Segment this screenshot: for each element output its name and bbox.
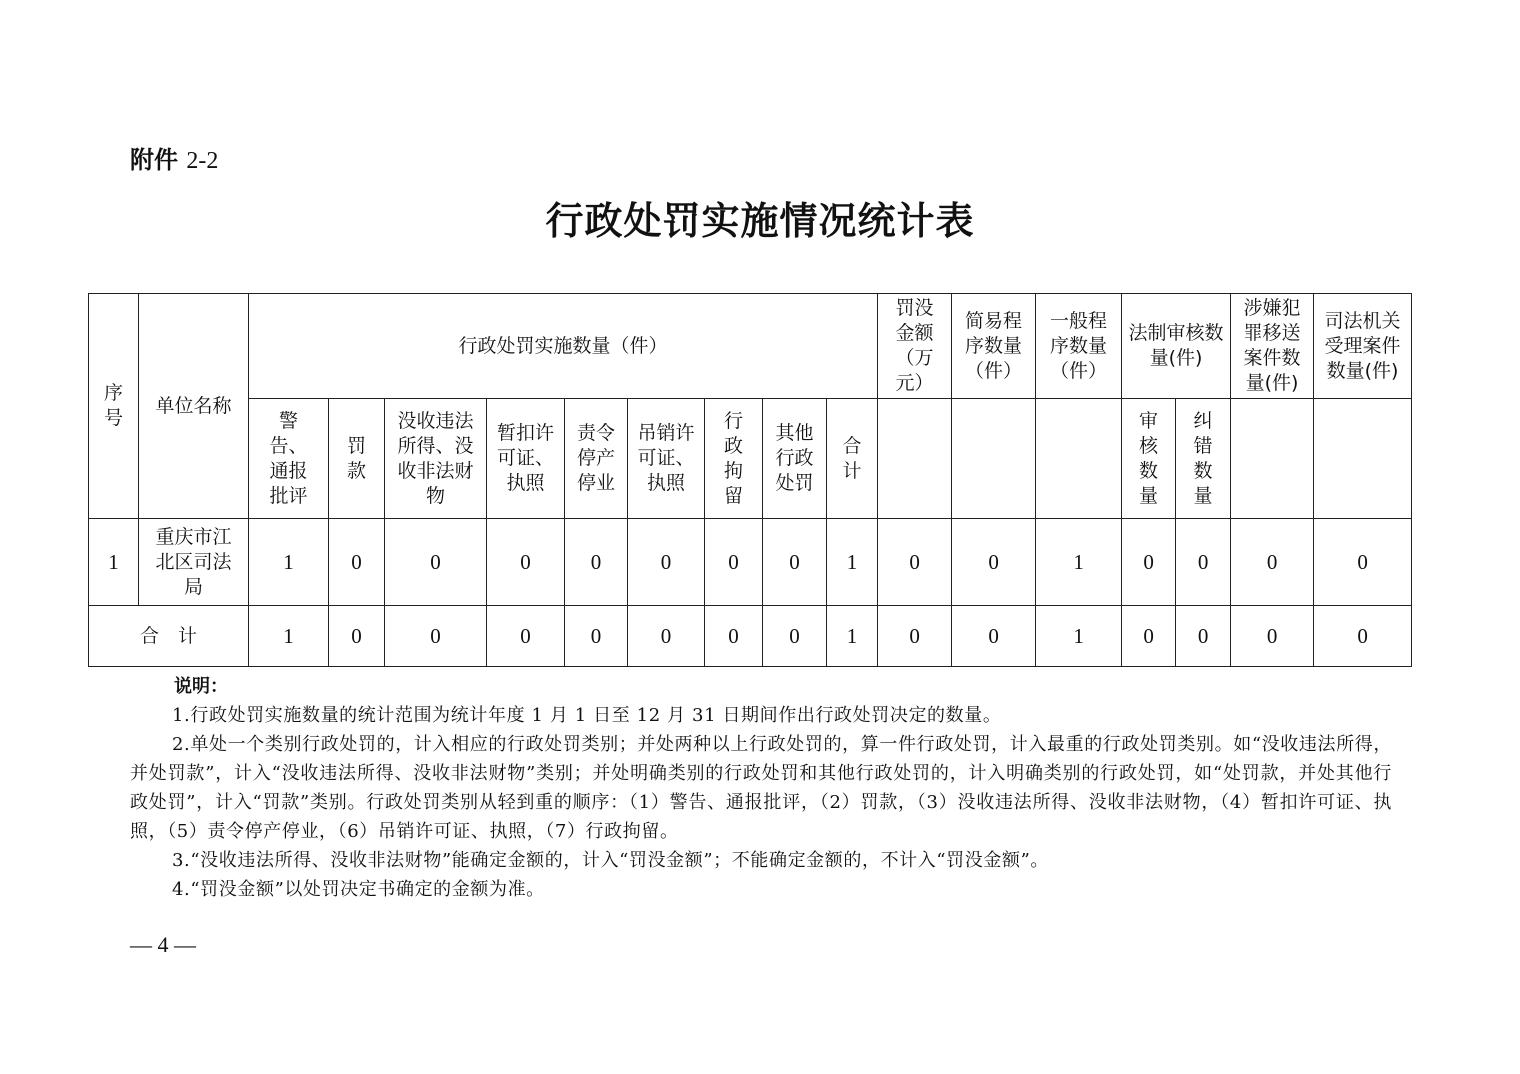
header-warning: 警告、通报批评	[249, 399, 329, 519]
table-cell: 1	[1036, 519, 1122, 606]
table-cell: 0	[1122, 519, 1176, 606]
total-cell: 0	[705, 606, 763, 667]
header-blank-judicial	[1314, 399, 1412, 519]
total-cell: 0	[329, 606, 385, 667]
table-cell: 0	[878, 519, 952, 606]
total-label: 合 计	[89, 606, 249, 667]
page-title: 行政处罚实施情况统计表	[545, 198, 975, 243]
total-row	[89, 606, 1412, 667]
statistics-table	[88, 293, 1412, 667]
table-cell: 0	[1176, 519, 1231, 606]
table-cell: 0	[763, 519, 827, 606]
note-item: 4.“罚没金额”以处罚决定书确定的金额为准。	[172, 879, 545, 900]
header-review-count: 审核数量	[1122, 399, 1176, 519]
total-cell: 0	[1122, 606, 1176, 667]
table-cell: 0	[1314, 519, 1412, 606]
total-cell: 1	[1036, 606, 1122, 667]
total-cell: 0	[1314, 606, 1412, 667]
note-item: 2.单处一个类别行政处罚的，计入相应的行政处罚类别；并处两种以上行政处罚的，算一件行政处罚，计入最重的行政处罚类别。如“没收违法所得，并处罚款”，计入“没收违法所得、没收非法财物”类别；并处明确类别的行政处罚和其他行政处罚的，计入明确类别的行政处罚，如“处罚款，并处其他行政处罚”，计入“罚款”类别。行政处罚类别从轻到重的顺序：（1）警告、通报批评，（2）罚款，（3）没收违法所得、没收非法财物，（4）暂扣许可证、执照，（5）责令停产停业，（6）吊销许可证、执照，（7）行政拘留。	[130, 734, 1392, 842]
header-legal-review: 法制审核数量(件)	[1122, 294, 1231, 399]
total-cell: 0	[385, 606, 487, 667]
total-cell: 1	[249, 606, 329, 667]
total-cell: 0	[763, 606, 827, 667]
total-cell: 0	[1231, 606, 1314, 667]
attachment-label	[130, 140, 218, 175]
table-cell: 0	[487, 519, 565, 606]
total-cell: 0	[487, 606, 565, 667]
header-revoke-license: 吊销许可证、执照	[628, 399, 705, 519]
note-item: 3.“没收违法所得、没收非法财物”能确定金额的，计入“罚没金额”；不能确定金额的，不计入“罚没金额”。	[172, 850, 1049, 871]
table-cell: 0	[628, 519, 705, 606]
header-detention: 行政拘留	[705, 399, 763, 519]
header-unit-name: 单位名称	[139, 294, 249, 519]
table-cell: 1	[249, 519, 329, 606]
header-confiscation: 没收违法所得、没收非法财物	[385, 399, 487, 519]
header-stop-production: 责令停产停业	[565, 399, 628, 519]
header-blank-simple	[952, 399, 1036, 519]
page-number: — 4 —	[130, 932, 196, 957]
row-seq: 1	[89, 519, 139, 606]
total-cell: 0	[952, 606, 1036, 667]
header-suspend-license: 暂扣许可证、执照	[487, 399, 565, 519]
table-cell: 0	[1231, 519, 1314, 606]
attachment-prefix: 附件	[130, 146, 187, 174]
header-impl-group: 行政处罚实施数量（件）	[249, 294, 878, 399]
row-unit-name: 重庆市江北区司法局	[139, 519, 249, 606]
total-cell: 0	[565, 606, 628, 667]
header-fine-amount: 罚没金额（万元）	[878, 294, 952, 399]
header-general-proc: 一般程序数量（件）	[1036, 294, 1122, 399]
header-correction-count: 纠错数量	[1176, 399, 1231, 519]
header-seq: 序号	[89, 294, 139, 519]
table-cell: 0	[385, 519, 487, 606]
header-blank-fine	[878, 399, 952, 519]
table-cell: 0	[705, 519, 763, 606]
header-fine: 罚款	[329, 399, 385, 519]
header-subtotal: 合计	[827, 399, 878, 519]
notes-section	[130, 672, 1392, 904]
header-blank-transfer	[1231, 399, 1314, 519]
attachment-number: 2-2	[186, 148, 219, 174]
header-crime-transfer: 涉嫌犯罪移送案件数量(件)	[1231, 294, 1314, 399]
note-item: 1.行政处罚实施数量的统计范围为统计年度 1 月 1 日至 12 月 31 日期间作出行政处罚决定的数量。	[172, 705, 1002, 726]
table-cell: 1	[827, 519, 878, 606]
header-other-penalty: 其他行政处罚	[763, 399, 827, 519]
table-row	[89, 519, 1412, 606]
header-simple-proc: 简易程序数量（件）	[952, 294, 1036, 399]
total-cell: 0	[628, 606, 705, 667]
table-cell: 0	[329, 519, 385, 606]
notes-title: 说明：	[174, 676, 228, 697]
header-blank-general	[1036, 399, 1122, 519]
total-cell: 0	[878, 606, 952, 667]
total-cell: 1	[827, 606, 878, 667]
table-cell: 0	[565, 519, 628, 606]
header-judicial-accept: 司法机关受理案件数量(件)	[1314, 294, 1412, 399]
table-cell: 0	[952, 519, 1036, 606]
total-cell: 0	[1176, 606, 1231, 667]
